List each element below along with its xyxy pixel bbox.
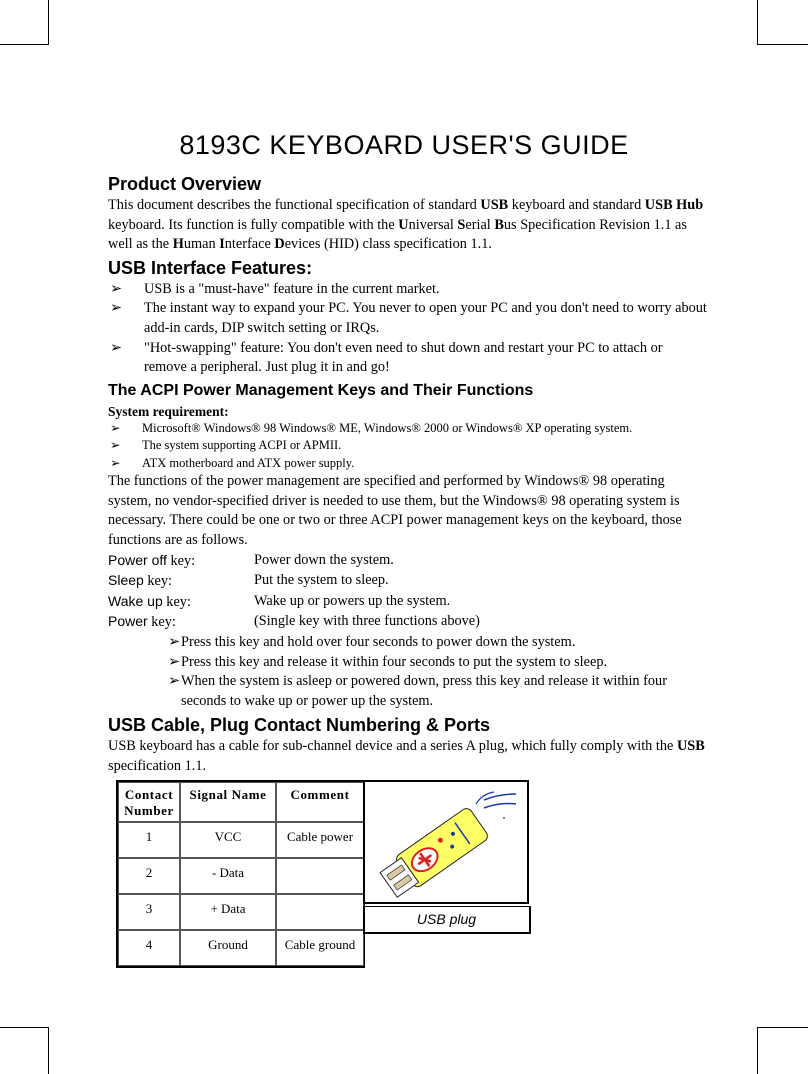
- arrow-bullet-icon: ➢: [168, 673, 180, 690]
- list-item: ➢ "Hot-swapping" feature: You don't even need to shut down and restart your PC to attach or remove a peripheral. Just plug it in and go!: [110, 339, 663, 376]
- list-item: ➢ The instant way to expand your PC. You never to open your PC and you don't need to worry about add-in cards, DIP switch setting or IRQs.: [110, 300, 707, 336]
- acpi-description: The functions of the power management are specified and performed by Windows® 98 operating system, no vendor-specified driver is needed to use them, but the Windows® 98 operating system is necessary. There could be one or two or three ACPI power management keys on the keyboard, those functions are as follows.: [108, 473, 682, 549]
- cell-signal: VCC: [180, 822, 276, 858]
- cell-contact: 2: [118, 858, 180, 894]
- power-key-functions-list: [108, 633, 708, 711]
- table-row: [118, 930, 364, 966]
- key-row-power: Power key: (Single key with three functions above): [108, 613, 480, 631]
- arrow-bullet-icon: ➢: [110, 280, 122, 297]
- key-row-power-off: Power off key: Power down the system.: [108, 551, 394, 569]
- key-row-sleep: Sleep key: Put the system to sleep.: [108, 572, 389, 590]
- document-body: [108, 172, 708, 777]
- arrow-bullet-icon: ➢: [168, 634, 180, 650]
- list-item: ➢ USB is a "must-have" feature in the current market.: [108, 280, 708, 300]
- product-overview-heading: Product Overview: [108, 174, 262, 194]
- arrow-bullet-icon: ➢: [110, 420, 121, 435]
- list-item: ➢ Microsoft® Windows® 98 Windows® ME, Windows® 2000 or Windows® XP operating system.: [108, 420, 708, 438]
- cell-comment: Cable ground: [276, 930, 364, 966]
- arrow-bullet-icon: ➢: [110, 455, 121, 470]
- acpi-heading: The ACPI Power Management Keys and Their Functions: [108, 381, 534, 399]
- table-row: [118, 858, 364, 894]
- usb-features-heading: USB Interface Features:: [108, 257, 313, 278]
- key-row-wake-up: Wake up key: Wake up or powers up the system.: [108, 592, 451, 610]
- arrow-bullet-icon: ➢: [110, 339, 122, 356]
- usb-plug-caption: USB plug: [363, 906, 531, 934]
- power-keys-list: [108, 551, 708, 633]
- contact-table: [116, 780, 365, 968]
- usb-cable-text: USB keyboard has a cable for sub-channel device and a series A plug, which fully comply with the USB specification 1.1.: [108, 738, 705, 774]
- arrow-bullet-icon: ➢: [110, 438, 121, 453]
- crop-mark-bottom-right: [757, 1027, 808, 1074]
- cell-comment: [276, 858, 364, 894]
- product-overview-text: This document describes the functional specification of standard USB keyboard and standard USB Hub keyboard. Its function is fully compatible with the Universal Serial Bus Specification Revision 1.1 as well as the Human Interface Devices (HID) class specification 1.1.: [108, 197, 704, 253]
- crop-mark-top-right: [757, 0, 808, 45]
- header-comment: Comment: [276, 782, 364, 822]
- table-header-row: [118, 782, 364, 822]
- list-item: ➢ Press this key and release it within four seconds to put the system to sleep.: [168, 653, 708, 673]
- usb-plug-icon: [364, 782, 526, 902]
- page-title: 8193C KEYBOARD USER'S GUIDE: [179, 130, 629, 160]
- contact-table-wrapper: [116, 780, 365, 968]
- table-row: [118, 822, 364, 858]
- header-contact-number: Contact Number: [118, 782, 180, 822]
- list-item: ➢ The system supporting ACPI or APMII.: [108, 437, 708, 455]
- cell-comment: [276, 894, 364, 930]
- cell-signal: - Data: [180, 858, 276, 894]
- usb-cable-heading: USB Cable, Plug Contact Numbering & Ports: [108, 715, 491, 736]
- crop-mark-top-left: [0, 0, 49, 45]
- list-item: ➢ Press this key and hold over four seconds to power down the system.: [168, 633, 708, 653]
- header-signal-name: Signal Name: [180, 782, 276, 822]
- cell-contact: 3: [118, 894, 180, 930]
- cell-signal: + Data: [180, 894, 276, 930]
- cell-signal: Ground: [180, 930, 276, 966]
- crop-mark-bottom-left: [0, 1027, 49, 1074]
- system-requirement-list: [108, 420, 708, 473]
- list-item: ➢ ATX motherboard and ATX power supply.: [108, 455, 708, 473]
- system-requirement-heading: System requirement:: [108, 403, 229, 419]
- arrow-bullet-icon: ➢: [110, 300, 122, 317]
- table-row: [118, 894, 364, 930]
- cell-contact: 4: [118, 930, 180, 966]
- usb-features-list: [108, 280, 708, 378]
- arrow-bullet-icon: ➢: [168, 653, 180, 670]
- cell-contact: 1: [118, 822, 180, 858]
- cell-comment: Cable power: [276, 822, 364, 858]
- usb-plug-illustration: [363, 780, 529, 904]
- list-item: ➢ When the system is asleep or powered down, press this key and release it within four seconds to wake up or power up the system.: [168, 673, 667, 709]
